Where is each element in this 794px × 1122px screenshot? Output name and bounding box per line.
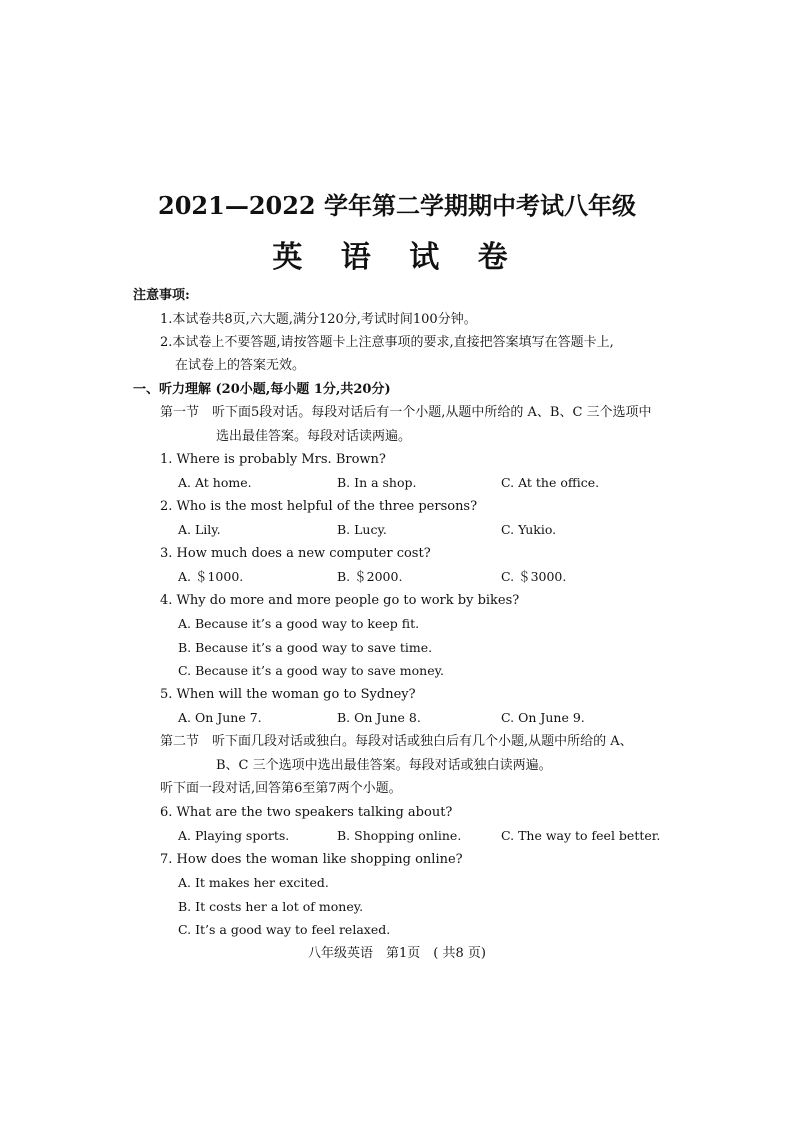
q4-option-b: B. Because it’s a good way to save time. [178, 640, 433, 655]
q2-option-c: C. Yukio. [501, 522, 557, 537]
question-1: 1. Where is probably Mrs. Brown? [160, 452, 386, 467]
q1-option-c: C. At the office. [501, 475, 600, 490]
q7-option-c: C. It’s a good way to feel relaxed. [178, 922, 391, 937]
part2-instructions: 第二节 听下面几段对话或独白。每段对话或独白后有几个小题,从题中所给的 A、 [160, 734, 633, 749]
question-5: 5. When will the woman go to Sydney? [160, 687, 416, 702]
question-2: 2. Who is the most helpful of the three persons? [160, 499, 478, 514]
notes-item-2-cont: 在试卷上的答案无效。 [175, 358, 306, 373]
part1-instructions: 第一节 听下面5段对话。每段对话后有一个小题,从题中所给的 A、B、C 三个选项中 [160, 405, 652, 420]
q2-option-a: A. Lily. [178, 522, 221, 537]
q2-option-b: B. Lucy. [337, 522, 387, 537]
q5-option-a: A. On June 7. [178, 710, 262, 725]
q3-option-b: B. ＄2000. [337, 569, 403, 584]
notes-heading: 注意事项: [133, 288, 190, 303]
q5-option-b: B. On June 8. [337, 710, 421, 725]
q4-option-a: A. Because it’s a good way to keep fit. [178, 616, 420, 631]
question-7: 7. How does the woman like shopping online? [160, 852, 463, 867]
question-4: 4. Why do more and more people go to work by bikes? [160, 593, 520, 608]
part2-instructions-cont: B、C 三个选项中选出最佳答案。每段对话或独白读两遍。 [216, 758, 552, 773]
notes-item-2: 2.本试卷上不要答题,请按答题卡上注意事项的要求,直接把答案填写在答题卡上, [160, 335, 614, 350]
q5-option-c: C. On June 9. [501, 710, 585, 725]
page-footer: 八年级英语 第1页 ( 共8 页) [308, 946, 486, 961]
q6-option-a: A. Playing sports. [178, 828, 290, 843]
q1-option-a: A. At home. [178, 475, 252, 490]
q6-option-b: B. Shopping online. [337, 828, 462, 843]
notes-item-1: 1.本试卷共8页,六大题,满分120分,考试时间100分钟。 [160, 312, 477, 327]
section-heading-listening: 一、听力理解 (20小题,每小题 1分,共20分) [133, 382, 391, 397]
question-6: 6. What are the two speakers talking about? [160, 805, 453, 820]
part2-dialogue-intro: 听下面一段对话,回答第6至第7两个小题。 [160, 781, 402, 796]
question-3: 3. How much does a new computer cost? [160, 546, 431, 561]
q7-option-a: A. It makes her excited. [178, 875, 329, 890]
q6-option-c: C. The way to feel better. [501, 828, 661, 843]
q4-option-c: C. Because it’s a good way to save money. [178, 663, 444, 678]
part1-instructions-cont: 选出最佳答案。每段对话读两遍。 [216, 429, 412, 444]
q3-option-c: C. ＄3000. [501, 569, 567, 584]
exam-title: 2021—2022 学年第二学期期中考试八年级 [158, 191, 636, 220]
q7-option-b: B. It costs her a lot of money. [178, 899, 364, 914]
exam-subject-title: 英 语 试 卷 [272, 240, 522, 275]
q1-option-b: B. In a shop. [337, 475, 417, 490]
q3-option-a: A. ＄1000. [178, 569, 244, 584]
